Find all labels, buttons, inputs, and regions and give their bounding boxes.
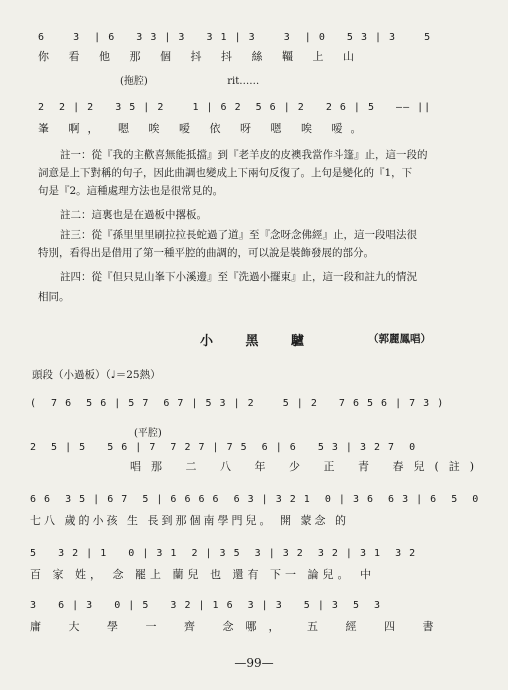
note-line-3: 句是『2。這種處理方法也是很常見的。 bbox=[38, 185, 224, 197]
lower-score-line2-lyrics: 唱那 二 八 年 少 正 青 春兒(註) bbox=[130, 460, 485, 473]
upper-score-line1-notes: 6 3 | 6 3 3 | 3 3 1 | 3 3 | 0 5 3 | 3 5 bbox=[38, 32, 432, 43]
note-line-6: 特別，看得出是借用了第一種平腔的曲調的，可以說是裝飾發展的部分。 bbox=[38, 247, 374, 259]
note-line-5: 註三：從『孫里里里刷拉拉長蛇過了道』至『念呀念佛經』止，這一段唱法很 bbox=[60, 229, 417, 241]
note-line-7: 註四：從『但只見山峯下小溪邊』至『洗過小擺東』止，這一段和註九的情況 bbox=[60, 271, 417, 283]
note-line-1: 註一：從『我的主歡喜無能抵擋』到『老羊皮的皮襖我當作斗篷』止，這一段的 bbox=[60, 149, 428, 161]
lower-score-line3-notes: 6 6 3 5 | 6 7 5 | 6 6 6 6 6 3 | 3 2 1 0 | 3 6 6 3 | 6 5 0 bbox=[30, 494, 480, 505]
upper-score-line2-lyrics: 峯 啊， 嗯 唉 嗳 依 呀 嗯 唉 嗳。 bbox=[38, 122, 370, 135]
lower-score-line2-mark: (平腔) bbox=[134, 428, 162, 439]
lower-score-line5-notes: 3 6 | 3 0 | 5 3 2 | 1 6 3 | 3 5 | 3 5 3 bbox=[30, 600, 382, 611]
upper-score-line1-lyrics: 你 看 他 那 個 抖 抖 絲 韁 上 山 bbox=[38, 50, 362, 63]
lower-score-line4-lyrics: 百 家 姓， 念 罷上 蘭兒 也 還有 下一 論兒。 中 bbox=[30, 568, 375, 581]
song-credit: （郭麗鳳唱） bbox=[368, 333, 431, 345]
lower-score-line5-lyrics: 庸 大 學 一 齊 念哪， 五 經 四 書 bbox=[30, 620, 446, 633]
song-title: 小 黑 驢 bbox=[200, 334, 319, 349]
lower-score-line2-notes: 2 5 | 5 5 6 | 7 7 2 7 | 7 5 6 | 6 5 3 | 3 2 7 0 bbox=[30, 442, 417, 453]
upper-score-line2-marks: (拖腔) rit…… bbox=[120, 76, 260, 87]
page-number: —99— bbox=[234, 656, 274, 670]
upper-score-line2-notes: 2 2 | 2 3 5 | 2 1 | 6 2 5 6 | 2 2 6 | 5 —— || bbox=[38, 102, 432, 113]
note-line-4: 註二：這裏也是在過板中撂板。 bbox=[60, 209, 207, 221]
lower-score-line3-lyrics: 七八 歲的小孩 生 長到那個南學門兒。 開 蒙念 的 bbox=[30, 514, 349, 527]
lower-score-line1-notes: ( 7 6 5 6 | 5 7 6 7 | 5 3 | 2 5 | 2 7 6 5 6 | 7 3 ) bbox=[30, 398, 445, 409]
note-line-8: 相同。 bbox=[38, 291, 70, 303]
tempo-marking: 頭段（小過板）（♩＝25熱） bbox=[32, 369, 161, 381]
note-line-2: 詞意是上下對稱的句子，因此曲調也變成上下兩句反復了。上句是變化的『1，下 bbox=[38, 167, 413, 179]
lower-score-line4-notes: 5 3 2 | 1 0 | 3 1 2 | 3 5 3 | 3 2 3 2 | 3 1 3 2 bbox=[30, 548, 417, 559]
